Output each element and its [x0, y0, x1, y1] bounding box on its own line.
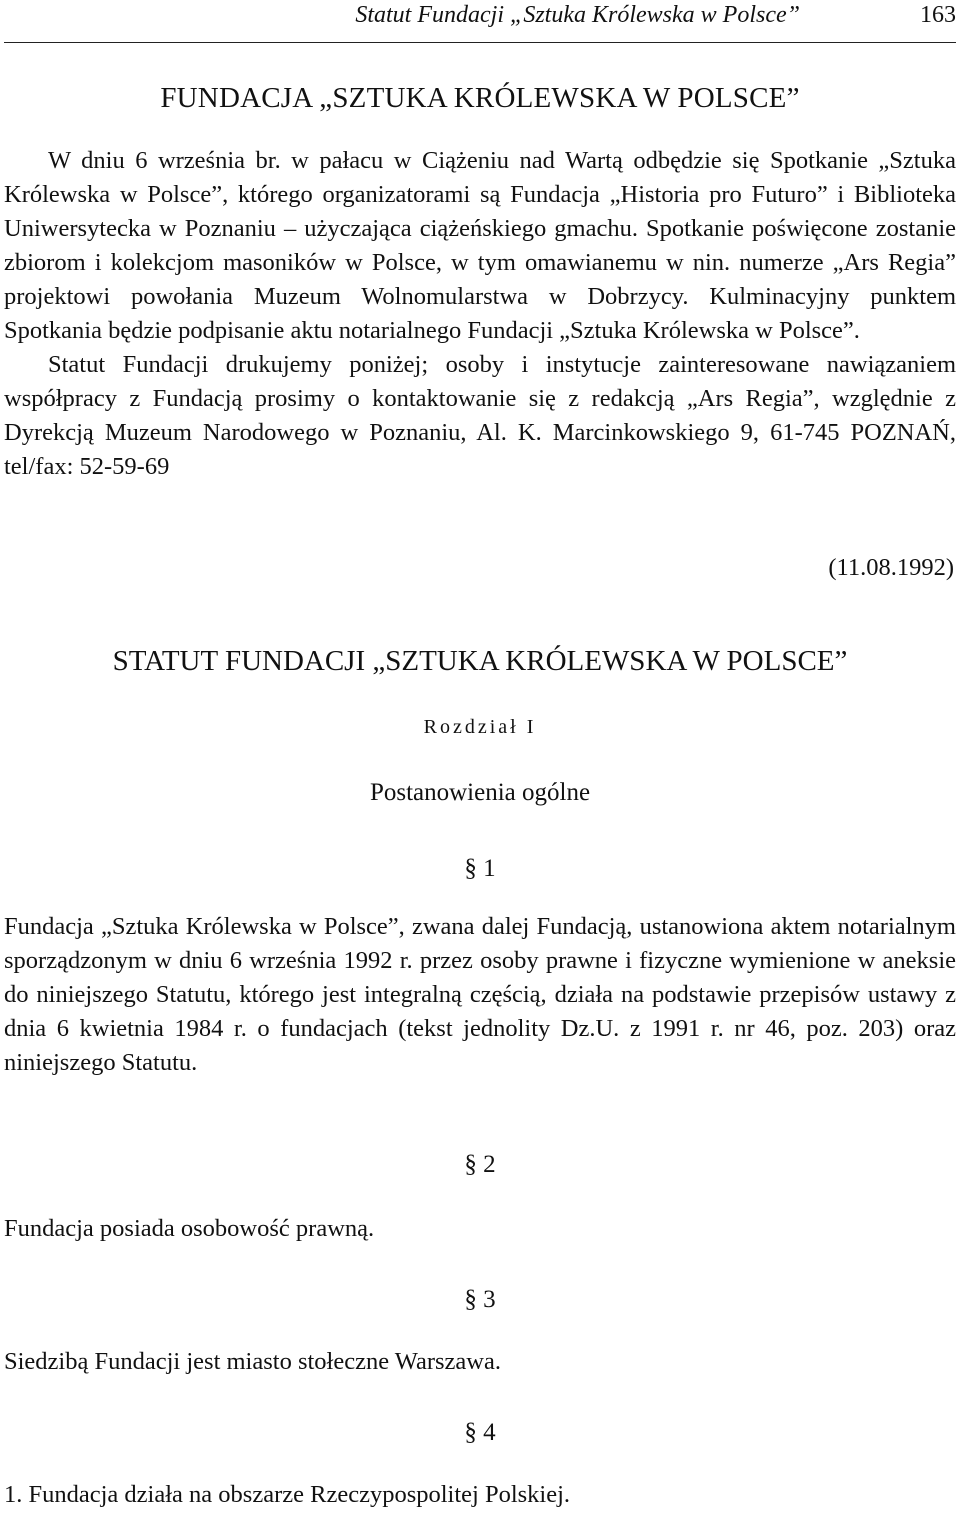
- article-date: (11.08.1992): [828, 554, 954, 581]
- section-text-1: Fundacja „Sztuka Królewska w Polsce”, zwana dalej Fundacją, ustanowiona aktem notarialnym sporządzonym w dniu 6 września 1992 r. przez osoby prawne i fizyczne wymienione w aneksie do niniejszego Statutu, którego jest integralną częścią, działa na podstawie przepisów ustawy z dnia 6 kwietnia 1984 r. o fundacjach (tekst jednolity Dz.U. z 1991 r. nr 46, poz. 203) oraz niniejszego Statutu.: [4, 913, 956, 1076]
- section-text-3: Siedzibą Fundacji jest miasto stołeczne Warszawa.: [4, 1348, 501, 1375]
- article-body: [4, 144, 956, 484]
- article-title: FUNDACJA „SZTUKA KRÓLEWSKA W POLSCE”: [160, 82, 800, 114]
- section-text-2: Fundacja posiada osobowość prawną.: [4, 1215, 375, 1242]
- page-number: 163: [920, 2, 956, 28]
- header-divider: [4, 42, 956, 43]
- section-mark-3: § 3: [464, 1286, 496, 1313]
- statute-title: STATUT FUNDACJI „SZTUKA KRÓLEWSKA W POLSCE”: [112, 645, 848, 677]
- section-mark-1: § 1: [464, 855, 496, 882]
- section-mark-2: § 2: [464, 1151, 496, 1178]
- chapter-title: Postanowienia ogólne: [369, 779, 591, 806]
- running-header: [0, 0, 960, 36]
- running-title: Statut Fundacji „Sztuka Królewska w Polsce”: [355, 2, 800, 28]
- article-paragraph-1: W dniu 6 września br. w pałacu w Ciążeniu nad Wartą odbędzie się Spotkanie „Sztuka Królewska w Polsce”, którego organizatorami są Fundacja „Historia pro Futuro” i Biblioteka Uniwersytecka w Poznaniu – użyczająca ciążeńskiego gmachu. Spotkanie poświęcone zostanie zbiorom i kolekcjom masoników w Polsce, w tym omawianemu w nin. numerze „Ars Regia” projektowi powołania Muzeum Wolnomularstwa w Dobrzycy. Kulminacyjny punktem Spotkania będzie podpisanie aktu notarialnego Fundacji „Sztuka Królewska w Polsce”.: [4, 147, 956, 344]
- article-paragraph-2: Statut Fundacji drukujemy poniżej; osoby i instytucje zainteresowane nawiązaniem współpracy z Fundacją prosimy o kontaktowanie się z redakcją „Ars Regia”, względnie z Dyrekcją Muzeum Narodowego w Poznaniu, Al. K. Marcinkowskiego 9, 61-745 POZNAŃ, tel/fax: 52-59-69: [4, 351, 956, 480]
- section-text-4: 1. Fundacja działa na obszarze Rzeczypospolitej Polskiej.: [4, 1481, 571, 1508]
- chapter-heading: Rozdział I: [423, 716, 537, 738]
- section-mark-4: § 4: [464, 1419, 496, 1446]
